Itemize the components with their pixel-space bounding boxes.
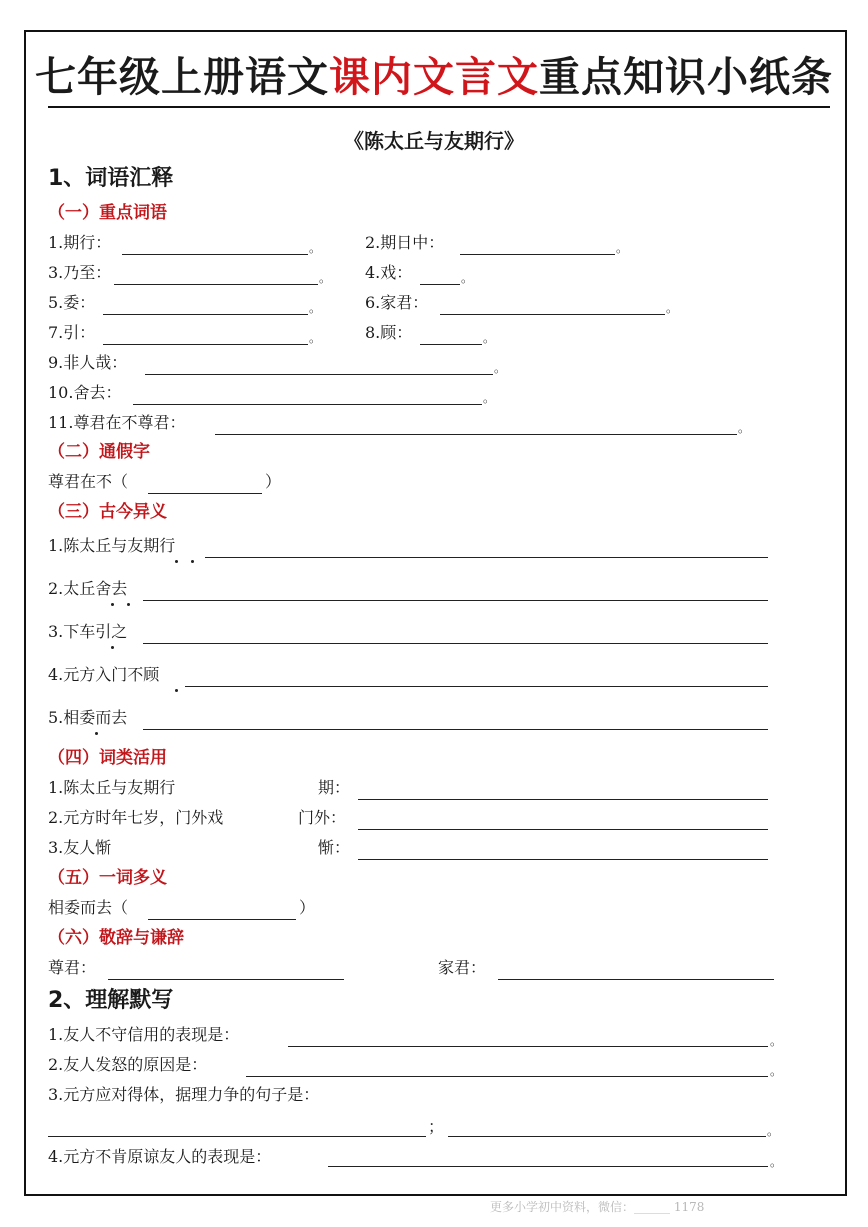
period-mark: 。	[483, 331, 496, 345]
tongjia-blank[interactable]	[148, 493, 262, 494]
cilei-sentence: 1.陈太丘与友期行	[48, 778, 176, 797]
tongjia-suffix: ）	[265, 472, 282, 491]
subsection-jingci: （六）敬辞与谦辞	[48, 928, 184, 948]
answer-blank[interactable]	[122, 254, 308, 255]
question-label: 2.友人发怒的原因是：	[48, 1055, 208, 1074]
emphasis-dot	[111, 646, 114, 649]
gujin-sentence: 3.下车引之	[48, 622, 128, 641]
semicolon-mark: ；	[428, 1117, 445, 1136]
period-mark: 。	[666, 301, 679, 315]
answer-blank[interactable]	[114, 284, 318, 285]
cilei-word: 期：	[318, 778, 351, 797]
answer-blank[interactable]	[460, 254, 615, 255]
section-heading-vocabulary: 1、词语汇释	[48, 166, 174, 191]
cilei-sentence: 2.元方时年七岁，门外戏	[48, 808, 224, 827]
period-mark: 。	[770, 1155, 783, 1169]
question-label: 4.元方不肯原谅友人的表现是：	[48, 1147, 272, 1166]
emphasis-dot	[191, 560, 194, 563]
question-label: 8.顾：	[365, 323, 413, 342]
period-mark: 。	[461, 271, 474, 285]
answer-blank[interactable]	[48, 1136, 426, 1137]
question-label: 9.非人哉：	[48, 353, 128, 372]
lesson-title: 《陈太丘与友期行》	[344, 129, 524, 153]
answer-blank[interactable]	[420, 344, 482, 345]
cilei-word: 门外：	[298, 808, 347, 827]
answer-blank[interactable]	[103, 314, 308, 315]
period-mark: 。	[309, 241, 322, 255]
answer-blank[interactable]	[108, 979, 344, 980]
gujin-sentence: 1.陈太丘与友期行	[48, 536, 176, 555]
gujin-sentence: 5.相委而去	[48, 708, 128, 727]
period-mark: 。	[309, 331, 322, 345]
emphasis-dot	[127, 603, 130, 606]
yici-suffix: ）	[299, 898, 316, 917]
question-label: 5.委：	[48, 293, 96, 312]
answer-blank[interactable]	[103, 344, 308, 345]
qianci-label: 家君：	[438, 958, 487, 977]
answer-blank[interactable]	[145, 374, 493, 375]
emphasis-dot	[175, 689, 178, 692]
subsection-tongjia: （二）通假字	[48, 442, 150, 462]
answer-blank[interactable]	[358, 829, 768, 830]
subsection-cilei: （四）词类活用	[48, 748, 167, 768]
answer-blank[interactable]	[215, 434, 737, 435]
question-label: 4.戏：	[365, 263, 413, 282]
period-mark: 。	[616, 241, 629, 255]
question-label: 3.元方应对得体，据理力争的句子是：	[48, 1085, 320, 1104]
cilei-word: 惭：	[318, 838, 351, 857]
period-mark: 。	[770, 1034, 783, 1048]
answer-blank[interactable]	[358, 799, 768, 800]
period-mark: 。	[767, 1124, 780, 1138]
question-label: 10.舍去：	[48, 383, 122, 402]
period-mark: 。	[770, 1064, 783, 1078]
question-label: 11.尊君在不尊君：	[48, 413, 186, 432]
answer-blank[interactable]	[498, 979, 774, 980]
answer-blank[interactable]	[143, 729, 768, 730]
subsection-yici: （五）一词多义	[48, 868, 167, 888]
jingci-label: 尊君：	[48, 958, 97, 977]
answer-blank[interactable]	[358, 859, 768, 860]
question-label: 7.引：	[48, 323, 96, 342]
title-underline	[48, 106, 830, 108]
period-mark: 。	[483, 391, 496, 405]
emphasis-dot	[111, 603, 114, 606]
subsection-key-words: （一）重点词语	[48, 203, 167, 223]
question-label: 2.期日中：	[365, 233, 445, 252]
question-label: 3.乃至：	[48, 263, 112, 282]
yici-prefix: 相委而去（	[48, 898, 129, 917]
period-mark: 。	[309, 301, 322, 315]
answer-blank[interactable]	[328, 1166, 768, 1167]
answer-blank[interactable]	[440, 314, 665, 315]
question-label: 1.期行：	[48, 233, 112, 252]
answer-blank[interactable]	[143, 600, 768, 601]
subsection-gujin: （三）古今异义	[48, 502, 167, 522]
answer-blank[interactable]	[420, 284, 460, 285]
gujin-sentence: 4.元方入门不顾	[48, 665, 160, 684]
emphasis-dot	[175, 560, 178, 563]
tongjia-prefix: 尊君在不（	[48, 472, 129, 491]
emphasis-dot	[95, 732, 98, 735]
period-mark: 。	[319, 271, 332, 285]
question-label: 1.友人不守信用的表现是：	[48, 1025, 240, 1044]
answer-blank[interactable]	[185, 686, 768, 687]
answer-blank[interactable]	[205, 557, 768, 558]
cilei-sentence: 3.友人惭	[48, 838, 112, 857]
period-mark: 。	[494, 361, 507, 375]
section-heading-dictation: 2、理解默写	[48, 988, 174, 1013]
question-label: 6.家君：	[365, 293, 429, 312]
page-title: 七年级上册语文课内文言文重点知识小纸条	[35, 53, 833, 101]
gujin-sentence: 2.太丘舍去	[48, 579, 128, 598]
answer-blank[interactable]	[246, 1076, 768, 1077]
yici-blank[interactable]	[148, 919, 296, 920]
answer-blank[interactable]	[143, 643, 768, 644]
answer-blank[interactable]	[288, 1046, 768, 1047]
period-mark: 。	[738, 421, 751, 435]
page-footer: 更多小学初中资料，微信：______ 1178	[490, 1200, 705, 1214]
answer-blank[interactable]	[448, 1136, 766, 1137]
answer-blank[interactable]	[133, 404, 482, 405]
